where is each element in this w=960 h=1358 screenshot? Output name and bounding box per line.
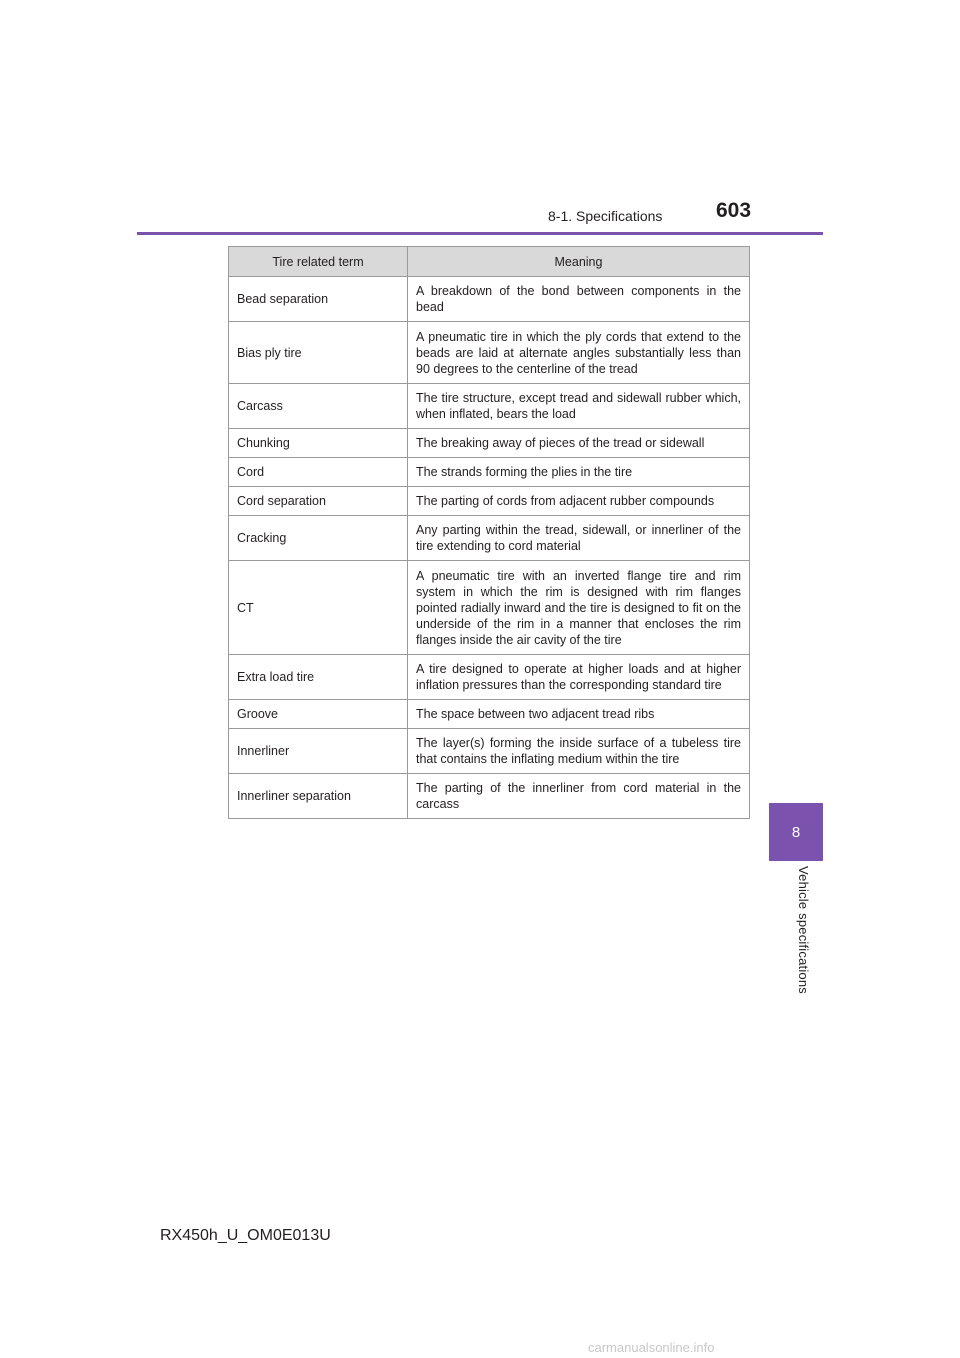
meaning-cell: A breakdown of the bond between components in the bead xyxy=(408,277,750,322)
meaning-cell: Any parting within the tread, sidewall, or innerliner of the tire extending to cord material xyxy=(408,516,750,561)
meaning-cell: A tire designed to operate at higher loads and at higher inflation pressures than the corresponding standard tire xyxy=(408,655,750,700)
section-title: 8-1. Specifications xyxy=(548,208,663,224)
table-row xyxy=(229,700,750,729)
meaning-cell: The parting of cords from adjacent rubber compounds xyxy=(408,487,750,516)
term-cell: Chunking xyxy=(229,429,408,458)
table-row xyxy=(229,458,750,487)
term-cell: Cord separation xyxy=(229,487,408,516)
meaning-cell: The strands forming the plies in the tire xyxy=(408,458,750,487)
chapter-number: 8 xyxy=(791,823,801,841)
term-cell: Extra load tire xyxy=(229,655,408,700)
term-cell: Cracking xyxy=(229,516,408,561)
term-cell: Bead separation xyxy=(229,277,408,322)
table-row xyxy=(229,729,750,774)
meaning-cell: A pneumatic tire in which the ply cords that extend to the beads are laid at alternate angles substantially less than 90 degrees to the centerline of the tread xyxy=(408,322,750,384)
meaning-cell: The breaking away of pieces of the tread or sidewall xyxy=(408,429,750,458)
table-header-row xyxy=(229,247,750,277)
tire-terms-table xyxy=(228,246,750,819)
term-cell: Cord xyxy=(229,458,408,487)
term-cell: Groove xyxy=(229,700,408,729)
chapter-label: Vehicle specifications xyxy=(796,866,811,994)
meaning-cell: A pneumatic tire with an inverted flange tire and rim system in which the rim is designed with rim flanges pointed radially inward and the tire is designed to fit on the underside of the rim in a manner that encloses the rim flanges inside the air cavity of the tire xyxy=(408,561,750,655)
table-row xyxy=(229,487,750,516)
table-row xyxy=(229,516,750,561)
column-header-term: Tire related term xyxy=(229,247,408,277)
term-cell: Bias ply tire xyxy=(229,322,408,384)
table-row xyxy=(229,277,750,322)
watermark: carmanualsonline.info xyxy=(588,1340,715,1355)
table-row xyxy=(229,384,750,429)
table-row xyxy=(229,561,750,655)
chapter-tab[interactable] xyxy=(769,803,823,861)
table-row xyxy=(229,655,750,700)
term-cell: Innerliner separation xyxy=(229,774,408,819)
term-cell: Innerliner xyxy=(229,729,408,774)
table-row xyxy=(229,322,750,384)
header-rule xyxy=(137,232,823,235)
table-row xyxy=(229,774,750,819)
document-code: RX450h_U_OM0E013U xyxy=(160,1227,331,1244)
term-cell: CT xyxy=(229,561,408,655)
meaning-cell: The space between two adjacent tread ribs xyxy=(408,700,750,729)
page-number: 603 xyxy=(716,199,752,222)
term-cell: Carcass xyxy=(229,384,408,429)
meaning-cell: The layer(s) forming the inside surface of a tubeless tire that contains the inflating medium within the tire xyxy=(408,729,750,774)
table-row xyxy=(229,429,750,458)
meaning-cell: The tire structure, except tread and sidewall rubber which, when inflated, bears the load xyxy=(408,384,750,429)
column-header-meaning: Meaning xyxy=(408,247,750,277)
meaning-cell: The parting of the innerliner from cord material in the carcass xyxy=(408,774,750,819)
